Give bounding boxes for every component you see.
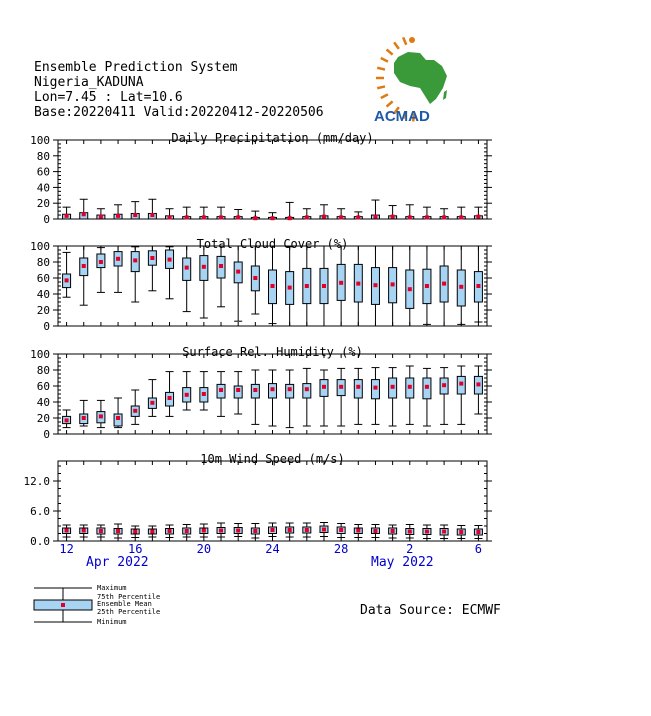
mean-marker <box>476 284 480 288</box>
box-may-4 <box>440 368 448 425</box>
mean-marker <box>459 285 463 289</box>
mean-marker <box>288 528 292 532</box>
mean-marker <box>391 282 395 286</box>
mean-marker <box>339 528 343 532</box>
mean-marker <box>425 385 429 389</box>
legend-p75: 75th Percentile <box>97 593 161 601</box>
box-apr-22 <box>234 372 242 414</box>
box-apr-16 <box>131 390 139 424</box>
mean-marker <box>322 528 326 532</box>
mean-marker <box>253 388 257 392</box>
box-may-3 <box>423 207 431 219</box>
y-tick-label: 0 <box>43 213 50 226</box>
mean-marker <box>271 528 275 532</box>
box-apr-29 <box>354 368 362 424</box>
mean-marker <box>185 266 189 270</box>
y-tick-label: 0.0 <box>30 535 50 548</box>
box-apr-18 <box>166 209 174 220</box>
box-apr-28 <box>337 246 345 326</box>
box-apr-27 <box>320 370 328 426</box>
y-tick-label: 12.0 <box>23 475 50 488</box>
box-apr-25 <box>286 202 294 220</box>
mean-marker <box>442 383 446 387</box>
box-may-6 <box>474 207 482 219</box>
legend-mean: Ensemble Mean <box>97 600 152 608</box>
mean-marker <box>356 529 360 533</box>
box-apr-17 <box>148 246 156 291</box>
y-tick-label: 60 <box>36 272 50 285</box>
mean-marker <box>442 215 446 219</box>
box-apr-25 <box>286 523 294 537</box>
box-apr-20 <box>200 372 208 410</box>
box-apr-13 <box>80 199 88 219</box>
mean-marker <box>99 414 103 418</box>
x-tick-label: 2 <box>406 542 414 556</box>
y-tick-label: 100 <box>30 240 50 253</box>
mean-marker <box>459 530 463 534</box>
mean-marker <box>133 258 137 262</box>
box-apr-13 <box>80 400 88 426</box>
mean-marker <box>442 530 446 534</box>
box-apr-12 <box>63 410 71 428</box>
box-may-2 <box>406 205 414 220</box>
box-may-1 <box>389 525 397 538</box>
mean-marker <box>322 215 326 219</box>
mean-marker <box>65 214 69 218</box>
mean-marker <box>476 382 480 386</box>
header-coordinates: Lon=7.45 : Lat=10.6 <box>34 90 183 105</box>
x-tick-label: 12 <box>59 542 74 556</box>
box-apr-30 <box>371 368 379 425</box>
y-tick-label: 60 <box>36 380 50 393</box>
mean-marker <box>150 530 154 534</box>
mean-marker <box>168 215 172 219</box>
box-apr-30 <box>371 200 379 219</box>
mean-marker <box>219 264 223 268</box>
box-apr-21 <box>217 207 225 219</box>
mean-marker <box>150 213 154 217</box>
mean-marker <box>65 418 69 422</box>
mean-marker <box>476 530 480 534</box>
mean-marker <box>99 260 103 264</box>
mean-marker <box>116 529 120 533</box>
mean-marker <box>356 215 360 219</box>
mean-marker <box>339 385 343 389</box>
box-apr-14 <box>97 400 105 427</box>
x-tick-label: 28 <box>333 542 349 556</box>
box-apr-20 <box>200 207 208 219</box>
mean-marker <box>168 258 172 262</box>
mean-marker <box>82 264 86 268</box>
box-apr-19 <box>183 372 191 410</box>
header-dates: Base:20220411 Valid:20220412-20220506 <box>34 105 324 120</box>
box-may-6 <box>474 366 482 414</box>
mean-marker <box>305 387 309 391</box>
africa-map-icon <box>394 52 447 104</box>
mean-marker <box>391 215 395 219</box>
box-apr-18 <box>166 525 174 538</box>
box-apr-21 <box>217 246 225 307</box>
y-tick-label: 40 <box>36 288 50 301</box>
box-apr-22 <box>234 524 242 537</box>
mean-marker <box>271 284 275 288</box>
mean-marker <box>356 385 360 389</box>
legend-minimum: Minimum <box>97 618 127 626</box>
mean-marker <box>305 215 309 219</box>
mean-marker <box>219 388 223 392</box>
mean-marker <box>408 287 412 291</box>
box-apr-24 <box>269 523 277 537</box>
mean-marker <box>185 393 189 397</box>
panel-3 <box>30 345 492 441</box>
box-apr-24 <box>269 213 277 221</box>
mean-marker <box>219 215 223 219</box>
y-tick-label: 60 <box>36 165 50 179</box>
box-apr-17 <box>148 199 156 219</box>
box-apr-15 <box>114 524 122 538</box>
box-apr-22 <box>234 246 242 321</box>
y-tick-label: 40 <box>36 181 50 195</box>
box-apr-16 <box>131 202 139 219</box>
box-apr-18 <box>166 247 174 299</box>
mean-marker <box>408 215 412 219</box>
panel-title: Total Cloud Cover (%) <box>196 237 349 251</box>
madagascar-icon <box>443 90 447 100</box>
box-apr-26 <box>303 246 311 326</box>
panel-2 <box>30 237 492 333</box>
y-tick-label: 100 <box>30 134 50 147</box>
mean-marker <box>150 256 154 260</box>
box-apr-15 <box>114 246 122 292</box>
box-apr-26 <box>303 523 311 537</box>
box-may-2 <box>406 525 414 539</box>
box-may-2 <box>406 366 414 424</box>
box-apr-25 <box>286 370 294 428</box>
mean-marker <box>236 529 240 533</box>
legend-p25: 25th Percentile <box>97 608 161 616</box>
box-apr-28 <box>337 524 345 538</box>
box-apr-17 <box>148 380 156 417</box>
mean-marker <box>391 529 395 533</box>
box-apr-20 <box>200 524 208 537</box>
box-apr-26 <box>303 368 311 426</box>
mean-marker <box>459 382 463 386</box>
box-may-4 <box>440 209 448 220</box>
mean-marker <box>236 270 240 274</box>
header-location: Nigeria_KADUNA <box>34 75 144 90</box>
y-tick-label: 0 <box>43 320 50 333</box>
legend-maximum: Maximum <box>97 584 127 592</box>
mean-marker <box>459 215 463 219</box>
acmad-logo-text: ACMAD <box>374 108 430 125</box>
box-may-3 <box>423 525 431 539</box>
mean-marker <box>82 416 86 420</box>
x-month-april: Apr 2022 <box>86 555 149 570</box>
box-may-5 <box>457 366 465 424</box>
box-apr-29 <box>354 525 362 538</box>
mean-marker <box>133 530 137 534</box>
y-tick-label: 0 <box>43 428 50 441</box>
mean-marker <box>373 529 377 533</box>
box-apr-21 <box>217 523 225 537</box>
mean-marker <box>408 530 412 534</box>
box-apr-22 <box>234 210 242 220</box>
box-apr-30 <box>371 525 379 538</box>
mean-marker <box>202 265 206 269</box>
box-apr-27 <box>320 523 328 537</box>
mean-marker <box>288 387 292 391</box>
mean-marker <box>236 215 240 219</box>
mean-marker <box>253 216 257 220</box>
legend-mean-marker <box>61 603 65 607</box>
box-apr-23 <box>251 370 259 424</box>
mean-marker <box>373 386 377 390</box>
box-apr-30 <box>371 246 379 326</box>
box-apr-24 <box>269 370 277 426</box>
mean-marker <box>99 215 103 219</box>
mean-marker <box>99 529 103 533</box>
box-may-4 <box>440 246 448 326</box>
mean-marker <box>288 286 292 290</box>
panel-title: Surface Rel. Humidity (%) <box>182 345 363 359</box>
y-tick-label: 40 <box>36 396 50 409</box>
box-apr-14 <box>97 248 105 293</box>
box-apr-15 <box>114 398 122 428</box>
mean-marker <box>236 388 240 392</box>
mean-marker <box>202 529 206 533</box>
mean-marker <box>288 216 292 220</box>
mean-marker <box>168 529 172 533</box>
mean-marker <box>425 284 429 288</box>
y-tick-label: 20 <box>36 197 50 211</box>
box-apr-14 <box>97 525 105 537</box>
mean-marker <box>305 284 309 288</box>
mean-marker <box>373 283 377 287</box>
header-title: Ensemble Prediction System <box>34 60 238 75</box>
mean-marker <box>65 278 69 282</box>
box-apr-19 <box>183 207 191 219</box>
box-apr-26 <box>303 209 311 220</box>
mean-marker <box>116 257 120 261</box>
mean-marker <box>322 385 326 389</box>
box-apr-29 <box>354 246 362 326</box>
box-may-3 <box>423 368 431 426</box>
x-tick-label: 24 <box>265 542 280 556</box>
y-tick-label: 80 <box>36 149 50 163</box>
mean-marker <box>253 529 257 533</box>
x-tick-label: 6 <box>474 542 483 556</box>
box-may-1 <box>389 246 397 326</box>
box-apr-19 <box>183 525 191 538</box>
mean-marker <box>322 284 326 288</box>
box-apr-12 <box>63 252 71 297</box>
box-apr-27 <box>320 246 328 326</box>
y-tick-label: 80 <box>36 364 50 377</box>
mean-marker <box>133 409 137 413</box>
x-tick-label: 20 <box>196 542 212 556</box>
box-may-1 <box>389 368 397 426</box>
box-apr-24 <box>269 246 277 324</box>
mean-marker <box>202 215 206 219</box>
y-tick-label: 20 <box>36 412 50 425</box>
box-apr-28 <box>337 209 345 220</box>
mean-marker <box>253 276 257 280</box>
mean-marker <box>65 529 69 533</box>
panel-frame <box>58 140 487 219</box>
box-may-5 <box>457 246 465 324</box>
mean-marker <box>425 215 429 219</box>
box-may-1 <box>389 206 397 219</box>
box-may-3 <box>423 246 431 324</box>
mean-marker <box>185 529 189 533</box>
mean-marker <box>202 392 206 396</box>
panel-1 <box>30 131 492 226</box>
y-tick-label: 80 <box>36 256 50 269</box>
box-apr-19 <box>183 246 191 312</box>
mean-marker <box>305 528 309 532</box>
mean-marker <box>425 530 429 534</box>
mean-marker <box>339 215 343 219</box>
box-apr-21 <box>217 372 225 417</box>
box-apr-25 <box>286 247 294 326</box>
box-apr-18 <box>166 372 174 417</box>
mean-marker <box>116 214 120 218</box>
box-apr-13 <box>80 246 88 305</box>
box-apr-15 <box>114 205 122 219</box>
box-apr-12 <box>63 207 71 219</box>
box-apr-23 <box>251 524 259 539</box>
mean-marker <box>339 281 343 285</box>
box-apr-23 <box>251 211 259 220</box>
mean-marker <box>476 215 480 219</box>
box-apr-20 <box>200 246 208 318</box>
mean-marker <box>82 529 86 533</box>
box-may-4 <box>440 525 448 539</box>
box-may-5 <box>457 207 465 219</box>
legend <box>34 584 160 626</box>
x-tick-label: 16 <box>127 542 143 556</box>
box-apr-14 <box>97 209 105 219</box>
box-may-6 <box>474 526 482 539</box>
mean-marker <box>271 387 275 391</box>
box-apr-13 <box>80 525 88 537</box>
mean-marker <box>408 385 412 389</box>
panel-4 <box>24 452 493 548</box>
mean-marker <box>356 282 360 286</box>
box-may-2 <box>406 246 414 326</box>
box-apr-29 <box>354 212 362 220</box>
mean-marker <box>373 215 377 219</box>
mean-marker <box>168 396 172 400</box>
mean-marker <box>442 282 446 286</box>
y-tick-label: 100 <box>30 348 50 361</box>
panel-title: 10m Wind Speed (m/s) <box>200 452 345 466</box>
box-may-5 <box>457 526 465 539</box>
box-apr-28 <box>337 368 345 426</box>
box-apr-16 <box>131 526 139 538</box>
box-apr-27 <box>320 205 328 219</box>
mean-marker <box>219 529 223 533</box>
mean-marker <box>116 416 120 420</box>
panel-title: Daily Precipitation (mm/day) <box>171 131 374 145</box>
mean-marker <box>150 401 154 405</box>
box-apr-12 <box>63 525 71 537</box>
mean-marker <box>82 212 86 216</box>
mean-marker <box>391 385 395 389</box>
mean-marker <box>271 216 275 220</box>
acmad-logo <box>374 37 447 125</box>
box-apr-17 <box>148 526 156 537</box>
box-apr-23 <box>251 246 259 314</box>
y-tick-label: 20 <box>36 304 50 317</box>
box-apr-16 <box>131 247 139 302</box>
x-month-may: May 2022 <box>371 555 434 570</box>
data-source: Data Source: ECMWF <box>360 603 501 618</box>
y-tick-label: 6.0 <box>30 505 50 518</box>
box-may-6 <box>474 246 482 322</box>
mean-marker <box>133 213 137 217</box>
mean-marker <box>185 215 189 219</box>
